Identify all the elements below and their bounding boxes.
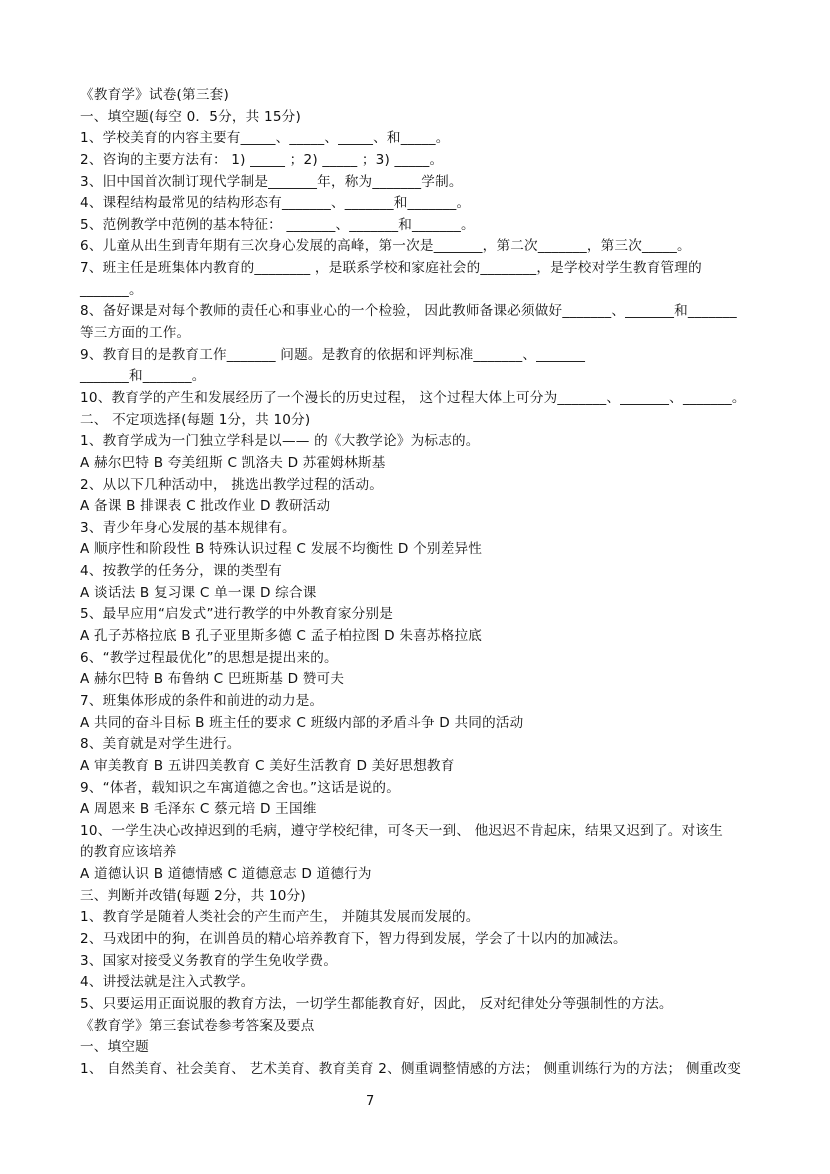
text-line: 5、只要运用正面说服的教育方法，一切学生都能教育好，因此， 反对纪律处分等强制性的方法。 <box>80 995 673 1012</box>
text-line: A 审美教育 B 五讲四美教育 C 美好生活教育 D 美好思想教育 <box>80 757 455 774</box>
text-line: 10、教育学的产生和发展经历了一个漫长的历史过程， 这个过程大体上可分为_______、_______、_______。 <box>80 389 746 406</box>
text-line: A 谈话法 B 复习课 C 单一课 D 综合课 <box>80 584 317 601</box>
text-line: A 道德认识 B 道德情感 C 道德意志 D 道德行为 <box>80 866 372 883</box>
text-line: 7、班集体形成的条件和前进的动力是。 <box>80 692 324 709</box>
text-line: 2、咨询的主要方法有： 1) _____ ；2) _____ ；3) _____。 <box>80 151 444 168</box>
text-line: A 赫尔巴特 B 布鲁纳 C 巴班斯基 D 赞可夫 <box>80 671 345 688</box>
text-line: A 孔子苏格拉底 B 孔子亚里斯多德 C 孟子柏拉图 D 朱喜苏格拉底 <box>80 628 483 645</box>
text-line: 4、讲授法就是注入式教学。 <box>80 974 255 991</box>
text-line: 《教育学》第三套试卷参考答案及要点 <box>80 1017 315 1034</box>
text-line: 4、课程结构最常见的结构形态有_______、_______和_______。 <box>80 195 471 212</box>
document-body <box>80 85 770 1080</box>
page-number: 7 <box>366 1094 375 1109</box>
text-line: 6、儿童从出生到青年期有三次身心发展的高峰，第一次是_______，第二次_______，第三次_____。 <box>80 238 691 255</box>
text-line: _______。 <box>80 281 143 298</box>
text-line: 1、学校美育的内容主要有_____、_____、_____、和_____。 <box>80 130 450 147</box>
text-line: 1、教育学是随着人类社会的产生而产生， 并随其发展而发展的。 <box>80 909 480 926</box>
text-line: 6、“教学过程最优化”的思想是提出来的。 <box>80 649 338 666</box>
text-line: 9、“体者，载知识之车寓道德之舍也。”这话是说的。 <box>80 779 400 796</box>
text-line: 5、范例教学中范例的基本特征： _______、_______和_______。 <box>80 216 475 233</box>
text-line: _______和_______。 <box>80 368 206 385</box>
text-line: 等三方面的工作。 <box>80 325 191 342</box>
text-line: 二、 不定项选择(每题 1分，共 10分) <box>80 411 311 428</box>
text-line: 三、判断并改错(每题 2分，共 10分) <box>80 887 306 904</box>
text-line: 2、从以下几种活动中， 挑选出教学过程的活动。 <box>80 476 384 493</box>
text-line: 8、备好课是对每个教师的责任心和事业心的一个检验， 因此教师备课必须做好_______、_______和_______ <box>80 303 737 320</box>
text-line: A 共同的奋斗目标 B 班主任的要求 C 班级内部的矛盾斗争 D 共同的活动 <box>80 714 524 731</box>
text-line: 3、旧中国首次制订现代学制是_______年，称为_______学制。 <box>80 173 463 190</box>
text-line: 4、按教学的任务分，课的类型有 <box>80 563 282 580</box>
text-line: 的教育应该培养 <box>80 844 177 861</box>
exam-title: 《教育学》试卷(第三套) <box>80 87 229 103</box>
text-line: 3、国家对接受义务教育的学生免收学费。 <box>80 952 338 969</box>
text-line: 1、 自然美育、社会美育、 艺术美育、教育美育 2、侧重调整情感的方法； 侧重训练行为的方法； 侧重改变 <box>80 1060 742 1077</box>
text-line: 7、班主任是班集体内教育的________ ，是联系学校和家庭社会的________，是学校对学生教育管理的 <box>80 260 702 277</box>
text-line: 9、教育目的是教育工作_______ 问题。是教育的依据和评判标准_______、_______ <box>80 346 586 363</box>
text-line: A 周恩来 B 毛泽东 C 蔡元培 D 王国维 <box>80 801 317 818</box>
text-line: 3、青少年身心发展的基本规律有。 <box>80 519 296 536</box>
text-line: 10、一学生决心改掉迟到的毛病，遵守学校纪律，可冬天一到、 他迟迟不肯起床，结果又迟到了。对该生 <box>80 822 723 839</box>
text-line: 8、美育就是对学生进行。 <box>80 736 241 753</box>
text-line: 5、最早应用“启发式”进行教学的中外教育家分别是 <box>80 606 394 623</box>
text-line: 一、填空题 <box>80 1039 149 1056</box>
text-line: A 备课 B 排课表 C 批改作业 D 教研活动 <box>80 498 331 515</box>
text-line: A 赫尔巴特 B 夸美纽斯 C 凯洛夫 D 苏霍姆林斯基 <box>80 454 386 471</box>
text-line: 一、填空题(每空 0．5分，共 15分) <box>80 108 301 125</box>
text-line: 1、教育学成为一门独立学科是以—— 的《大教学论》为标志的。 <box>80 433 480 450</box>
text-line: A 顺序性和阶段性 B 特殊认识过程 C 发展不均衡性 D 个别差异性 <box>80 541 483 558</box>
text-line: 2、马戏团中的狗，在训兽员的精心培养教育下，智力得到发展，学会了十以内的加减法。 <box>80 930 627 947</box>
